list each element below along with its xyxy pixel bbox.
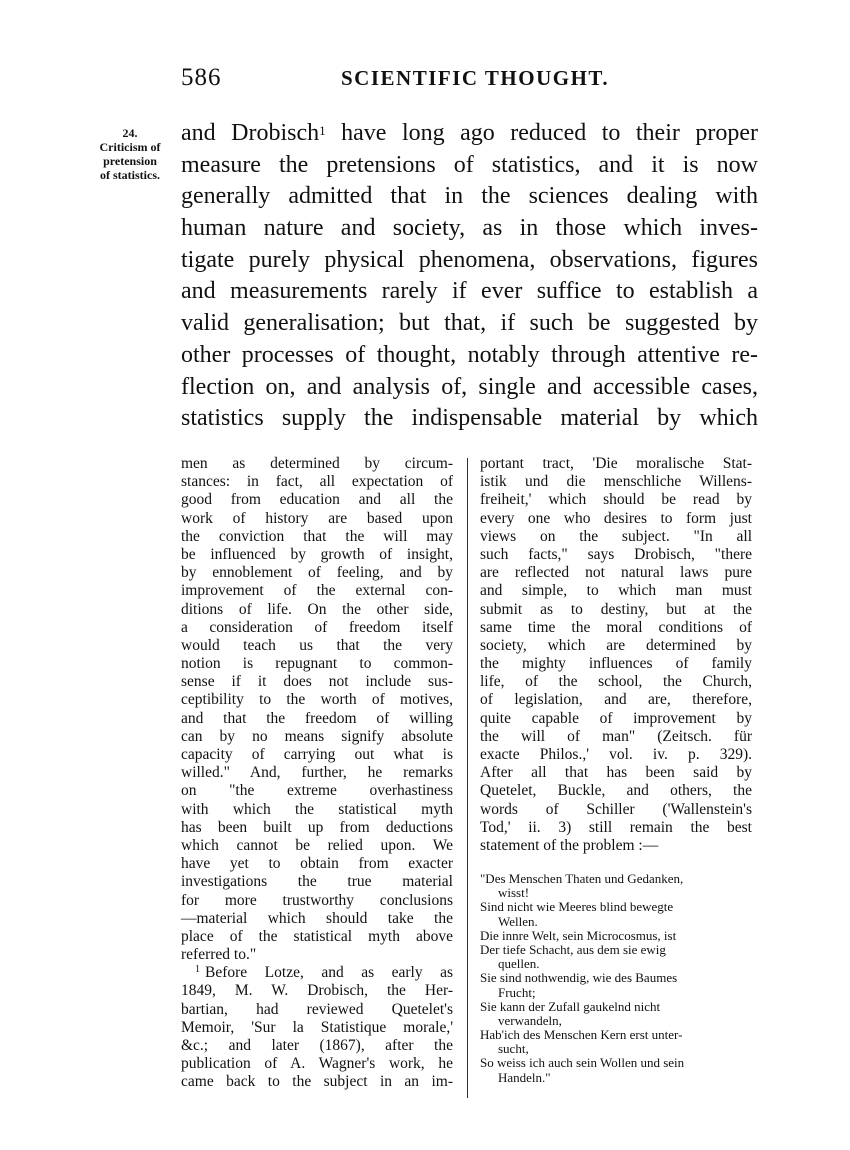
margin-note-line: pretension <box>103 154 157 168</box>
footnote-line: society, which are determined by <box>480 636 752 654</box>
poem-line: quellen. <box>498 956 540 972</box>
footnote-line: istik und die menschliche Willens- <box>480 473 752 491</box>
poem-line: sucht, <box>498 1041 529 1057</box>
footnote-line: referred to." <box>181 946 257 964</box>
poem-line: wisst! <box>498 885 530 901</box>
footnote-line: —material which should take the <box>181 909 453 927</box>
footnote-line: such facts," says Drobisch, "there <box>480 545 752 563</box>
footnote-line: freiheit,' which should be read by <box>480 491 752 509</box>
footnote-note-line: Memoir, 'Sur la Statistique morale,' <box>181 1018 453 1036</box>
footnote-line: same time the moral conditions of <box>480 618 752 636</box>
footnote-note-line: 1849, M. W. Drobisch, the Her- <box>181 982 453 1000</box>
column-divider <box>467 458 468 1098</box>
main-text-line: and measurements rarely if ever suffice to establish a <box>181 278 758 305</box>
footnote-line: ditions of life. On the other side, <box>181 600 453 618</box>
footnote-marker: 1 <box>195 964 200 976</box>
footnote-note-line <box>181 964 453 982</box>
footnote-note-text: Before Lotze, and as early as <box>205 964 453 982</box>
main-text-line: and Drobisch$^1$ have long ago reduced to their proper <box>181 120 758 146</box>
footnote-line: on "the extreme overhastiness <box>181 782 453 800</box>
footnote-line: Quetelet, Buckle, and others, the <box>480 782 752 800</box>
main-text-line: other processes of thought, notably through attentive re- <box>181 341 758 368</box>
footnote-line: with which the statistical myth <box>181 800 453 818</box>
footnote-line: sense if it does not include sus- <box>181 673 453 691</box>
footnote-line: views on the subject. "In all <box>480 527 752 545</box>
footnote-line: the will of man" (Zeitsch. für <box>480 727 752 745</box>
poem-line: Hab'ich des Menschen Kern erst unter- <box>480 1027 683 1043</box>
footnote-reference: 1 <box>319 123 326 138</box>
poem-line: Sie kann der Zufall gaukelnd nicht <box>480 998 661 1014</box>
footnote-line: good from education and all the <box>181 491 453 509</box>
footnote-line: are reflected not natural laws pure <box>480 564 752 582</box>
footnote-line: improvement of the external con- <box>181 582 453 600</box>
footnote-line: work of history are based upon <box>181 509 453 527</box>
footnote-line: words of Schiller ('Wallenstein's <box>480 800 752 818</box>
footnote-line: stances: in fact, all expectation of <box>181 473 453 491</box>
main-text-line: valid generalisation; but that, if such be suggested by <box>181 310 758 337</box>
margin-note-line: of statistics. <box>100 168 160 182</box>
footnote-line: a consideration of freedom itself <box>181 618 453 636</box>
footnote-line: the mighty influences of family <box>480 655 752 673</box>
schiller-quotation <box>480 872 758 1085</box>
margin-note <box>82 126 178 182</box>
footnote-note-line: bartian, had reviewed Quetelet's <box>181 1000 453 1018</box>
margin-note-number: 24. <box>122 126 138 140</box>
footnote-line: be influenced by growth of insight, <box>181 545 453 563</box>
footnote-line: portant tract, 'Die moralische Stat- <box>480 455 752 472</box>
footnote-line: by ennoblement of feeling, and by <box>181 564 453 582</box>
poem-line: Die innre Welt, sein Microcosmus, ist <box>480 927 677 943</box>
footnote-line: submit as to destiny, but at the <box>480 600 752 618</box>
footnote-line: place of the statistical myth above <box>181 927 453 945</box>
footnote-line: quite capable of improvement by <box>480 709 752 727</box>
footnote-line: have yet to obtain from exacter <box>181 855 453 873</box>
footnote-line: which cannot be relied upon. We <box>181 836 453 854</box>
footnote-line: has been built up from deductions <box>181 818 453 836</box>
footnote-line: investigations the true material <box>181 873 453 891</box>
footnote-note-line: &c.; and later (1867), after the <box>181 1037 453 1054</box>
poem-line: Frucht; <box>498 984 536 1000</box>
footnote-line: statement of the problem :— <box>480 836 659 854</box>
main-text-line: generally admitted that in the sciences dealing with <box>181 183 758 210</box>
poem-line: Handeln." <box>498 1069 551 1085</box>
main-text <box>181 118 758 435</box>
poem-line: Sind nicht wie Meeres blind bewegte <box>480 899 674 915</box>
poem-line: Der tiefe Schacht, aus dem sie ewig <box>480 941 666 957</box>
running-head: SCIENTIFIC THOUGHT. <box>341 66 610 90</box>
main-text-line-1 <box>181 118 758 150</box>
footnote-column-left <box>181 455 453 1092</box>
poem-line: verwandeln, <box>498 1012 562 1028</box>
footnote-line: Tod,' ii. 3) still remain the best <box>480 818 752 836</box>
main-text-line: tigate purely physical phenomena, observations, figures <box>181 246 758 273</box>
main-text-line: flection on, and analysis of, single and accessible cases, <box>181 373 758 400</box>
poem-line: So weiss ich auch sein Wollen und sein <box>480 1055 685 1071</box>
footnote-line: life, of the school, the Church, <box>480 673 752 691</box>
main-text-line: measure the pretensions of statistics, and it is now <box>181 151 758 178</box>
footnote-note-line: came back to the subject in an im- <box>181 1073 453 1091</box>
footnote-column-right <box>480 455 752 855</box>
footnote-line: exacte Philos.,' vol. iv. p. 329). <box>480 746 752 763</box>
footnote-line: for more trustworthy conclusions <box>181 891 453 909</box>
footnote-line: capacity of carrying out what is <box>181 746 453 763</box>
footnote-line: and simple, to which man must <box>480 582 752 600</box>
footnote-line: can by no means signify absolute <box>181 727 453 745</box>
footnote-line: willed." And, further, he remarks <box>181 764 453 782</box>
footnote-line: of legislation, and are, therefore, <box>480 691 752 709</box>
footnote-note-line: publication of A. Wagner's work, he <box>181 1055 453 1073</box>
footnote-line: After all that has been said by <box>480 764 752 782</box>
page-header <box>181 64 758 94</box>
poem-line: Wellen. <box>498 913 538 929</box>
margin-note-line: Criticism of <box>99 140 161 154</box>
footnote-line: every one who desires to form just <box>480 509 752 527</box>
page-number: 586 <box>181 64 222 91</box>
footnote-line: notion is repugnant to common- <box>181 655 453 673</box>
poem-line: Sie sind nothwendig, wie des Baumes <box>480 970 678 986</box>
poem-line: "Des Menschen Thaten und Gedanken, <box>480 871 684 886</box>
footnote-line: and that the freedom of willing <box>181 709 453 727</box>
main-text-line: human nature and society, as in those which inves- <box>181 215 758 242</box>
footnote-line: ceptibility to the worth of motives, <box>181 691 453 709</box>
footnote-line: the conviction that the will may <box>181 527 453 545</box>
footnote-line: men as determined by circum- <box>181 455 453 472</box>
main-text-line: statistics supply the indispensable material by which <box>181 405 758 432</box>
footnote-line: would teach us that the very <box>181 636 453 654</box>
